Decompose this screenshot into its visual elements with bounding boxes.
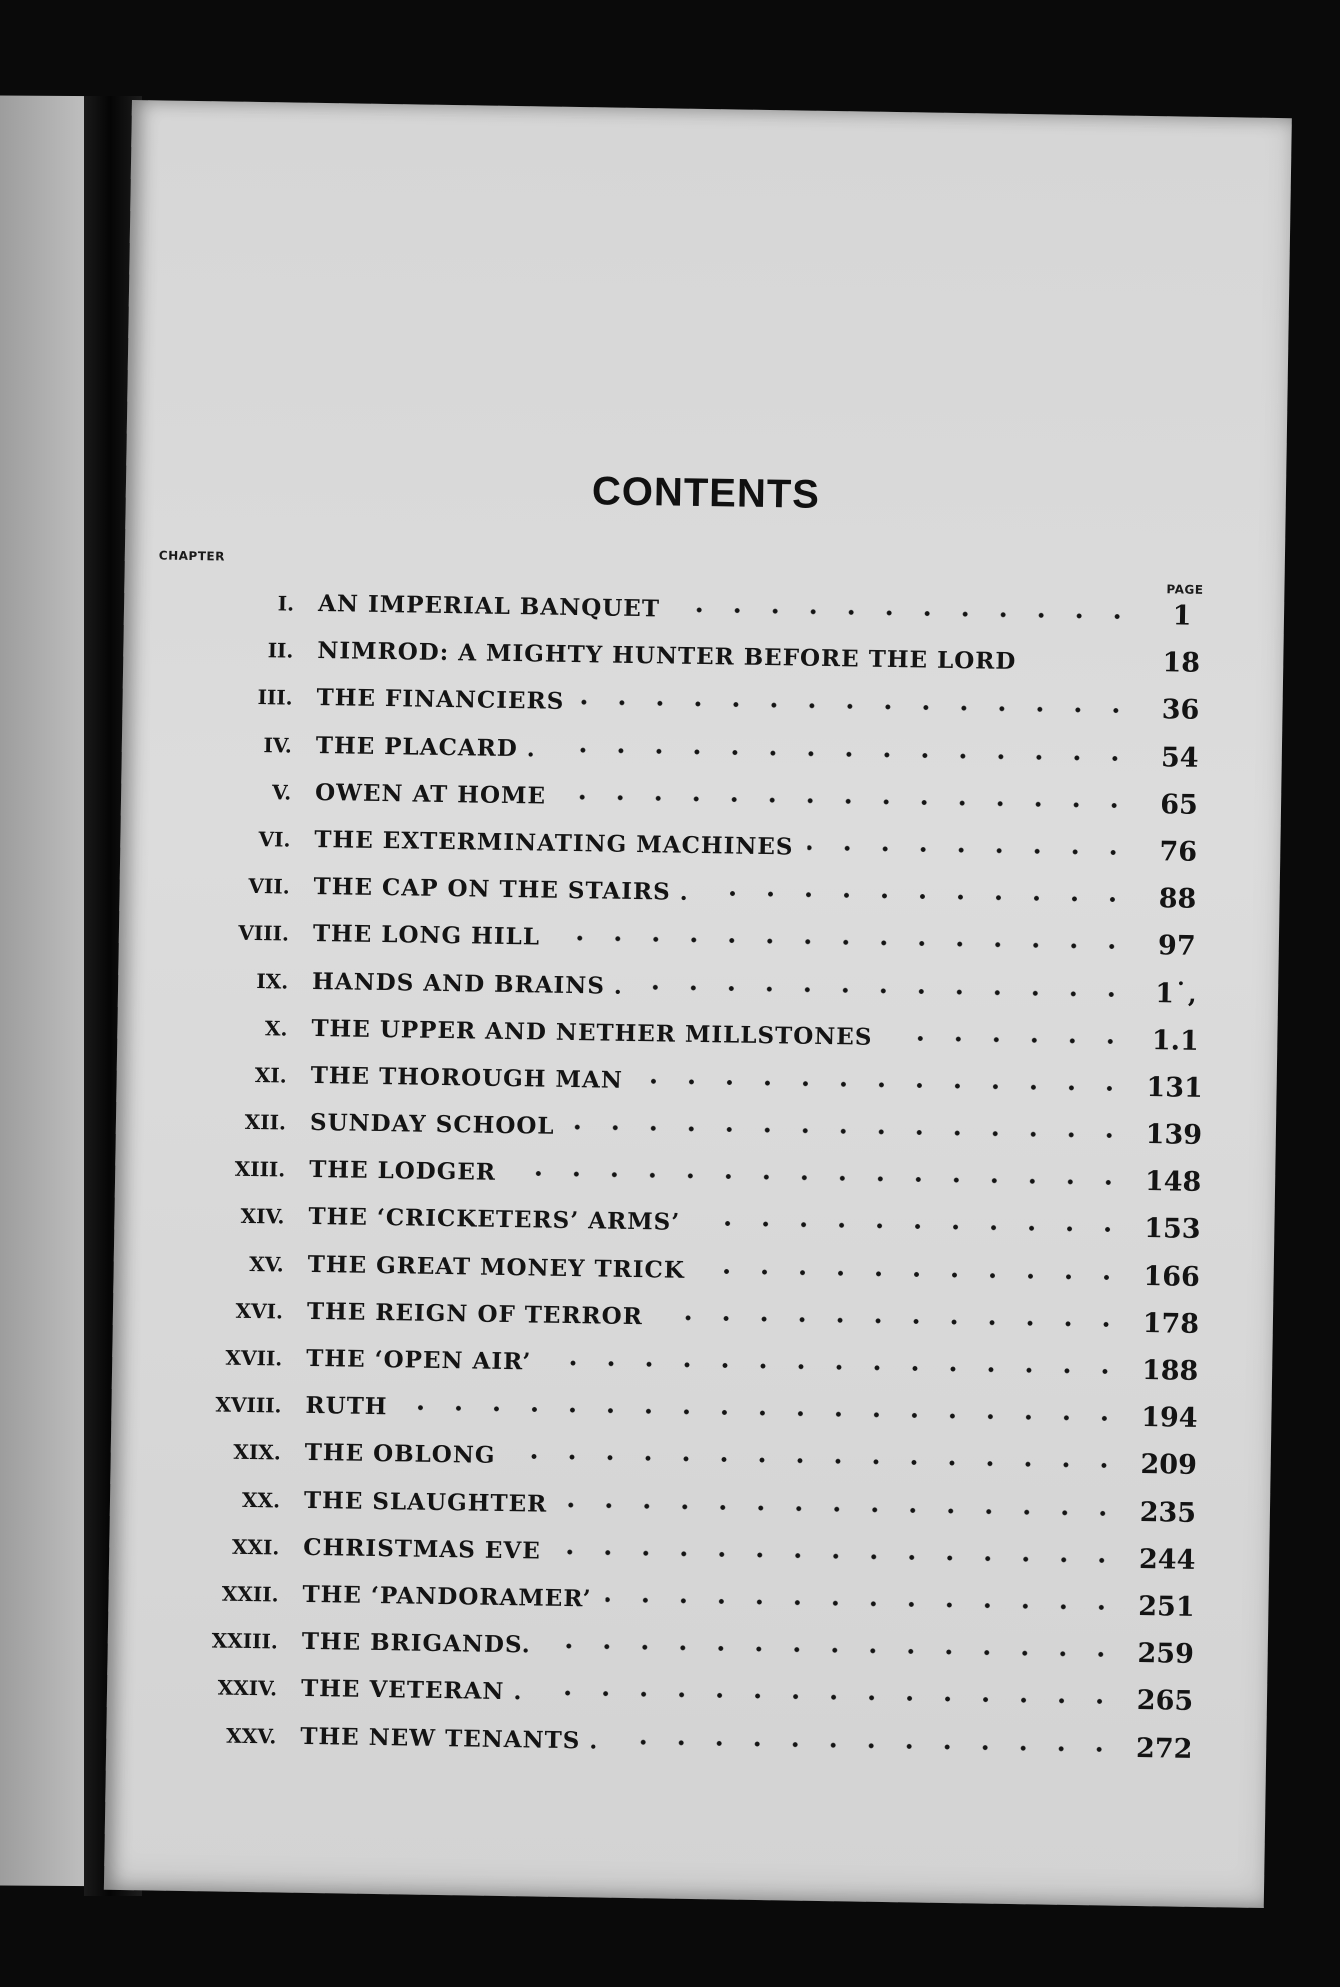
page-number: 235 — [1139, 1496, 1197, 1529]
dot-leader — [699, 1264, 1126, 1285]
dot-leader — [536, 1686, 1119, 1709]
table-of-contents — [136, 584, 1214, 1780]
chapter-number: XXI. — [231, 1534, 280, 1560]
dot-leader — [637, 980, 1130, 1002]
chapter-number: XVI. — [235, 1298, 284, 1324]
chapter-column-label: CHAPTER — [158, 548, 226, 564]
dot-leader — [545, 1356, 1124, 1379]
page-title: CONTENTS — [591, 469, 821, 517]
chapter-title: THE UPPER AND NETHER MILLSTONES — [311, 1014, 873, 1051]
chapter-title: NIMROD: A MIGHTY HUNTER BEFORE THE LORD — [317, 637, 1017, 676]
chapter-number: VII. — [248, 874, 290, 899]
chapter-number: X. — [264, 1015, 288, 1041]
chapter-title: THE GREAT MONEY TRICK — [307, 1250, 686, 1284]
chapter-number: XXV. — [226, 1723, 277, 1748]
dot-leader — [568, 1120, 1127, 1143]
page-number: 65 — [1160, 788, 1199, 821]
dot-leader — [657, 1310, 1125, 1331]
dot-leader — [561, 1497, 1122, 1520]
page-number: 153 — [1143, 1213, 1201, 1246]
page-number: 1.1 — [1151, 1024, 1200, 1057]
dot-leader — [555, 1545, 1122, 1568]
chapter-title: THE NEW TENANTS . — [300, 1722, 599, 1755]
dot-leader — [612, 1734, 1118, 1756]
chapter-number: XXII. — [221, 1581, 279, 1607]
dot-leader — [674, 603, 1136, 624]
chapter-number: IV. — [263, 732, 293, 758]
chapter-title: THE SLAUGHTER — [303, 1486, 548, 1518]
page-number: 36 — [1161, 694, 1200, 727]
chapter-number: VI. — [258, 827, 291, 852]
chapter-number: XVIII. — [215, 1392, 282, 1418]
chapter-title: OWEN AT HOME — [314, 778, 547, 810]
chapter-title: THE REIGN OF TERROR — [306, 1297, 644, 1330]
dot-leader — [886, 1031, 1129, 1049]
chapter-number: XIX. — [233, 1440, 281, 1465]
page-number: 76 — [1159, 836, 1198, 868]
chapter-title: THE ‘OPEN AIR’ — [306, 1344, 532, 1376]
dot-leader — [637, 1074, 1129, 1096]
dot-leader — [401, 1401, 1123, 1426]
page-number: 1˙‚ — [1155, 977, 1198, 1010]
chapter-title: THE CAP ON THE STAIRS . — [313, 873, 689, 906]
chapter-number: VIII. — [238, 921, 290, 946]
dot-leader — [550, 742, 1134, 765]
page-number: 54 — [1160, 741, 1199, 774]
chapter-number: I. — [277, 591, 295, 616]
page-number: 251 — [1138, 1590, 1195, 1623]
chapter-title: AN IMPERIAL BANQUET — [317, 589, 661, 623]
chapter-title: THE EXTERMINATING MACHINES — [314, 825, 794, 861]
chapter-title: THE THOROUGH MAN — [310, 1061, 624, 1094]
chapter-number: V. — [271, 780, 292, 805]
dot-leader — [807, 841, 1132, 860]
page-number: 178 — [1142, 1307, 1200, 1340]
page-number: 18 — [1162, 647, 1201, 680]
dot-leader — [703, 886, 1132, 907]
chapter-number: XI. — [254, 1062, 287, 1088]
dot-leader — [545, 1639, 1120, 1662]
page-number: 259 — [1137, 1638, 1195, 1670]
chapter-title: THE BRIGANDS. — [301, 1627, 531, 1659]
dot-leader — [554, 931, 1131, 954]
page-number: 272 — [1135, 1732, 1193, 1765]
chapter-number: XIV. — [240, 1204, 285, 1229]
page-column-label: PAGE — [1166, 582, 1204, 597]
dot-leader — [578, 695, 1134, 718]
chapter-title: THE LONG HILL — [312, 920, 541, 951]
page-number: 194 — [1140, 1402, 1198, 1435]
page-number: 265 — [1136, 1685, 1194, 1718]
page-number: 209 — [1140, 1449, 1198, 1482]
chapter-number: II. — [267, 638, 294, 663]
chapter-number: XVII. — [225, 1345, 283, 1371]
chapter-number: IX. — [256, 968, 289, 994]
dot-leader — [509, 1449, 1122, 1473]
chapter-number: XXIV. — [217, 1675, 278, 1701]
page-number: 131 — [1146, 1071, 1204, 1104]
dot-leader — [1030, 655, 1135, 671]
dot-leader — [510, 1166, 1127, 1190]
page-number: 1 — [1172, 600, 1192, 632]
chapter-title: HANDS AND BRAINS . — [311, 967, 624, 1000]
chapter-number: III. — [257, 685, 293, 710]
dot-leader — [694, 1216, 1126, 1237]
chapter-title: THE ‘CRICKETERS’ ARMS’ — [308, 1203, 681, 1237]
page-number: 139 — [1145, 1119, 1203, 1151]
chapter-number: XXIII. — [211, 1628, 278, 1654]
page-number: 97 — [1157, 930, 1196, 963]
chapter-number: XX. — [241, 1487, 281, 1513]
chapter-title: SUNDAY SCHOOL — [309, 1108, 555, 1140]
chapter-title: CHRISTMAS EVE — [303, 1533, 541, 1565]
page-number: 244 — [1138, 1543, 1196, 1576]
chapter-title: THE ‘PANDORAMER’ — [302, 1580, 592, 1613]
page-number: 188 — [1141, 1355, 1199, 1387]
chapter-title: RUTH — [305, 1392, 388, 1421]
page-number: 88 — [1158, 883, 1197, 915]
chapter-title: THE LODGER — [309, 1156, 497, 1187]
chapter-number: XIII. — [234, 1156, 286, 1182]
page-number: 148 — [1144, 1166, 1202, 1199]
contents-page — [104, 100, 1292, 1908]
chapter-number: XV. — [249, 1251, 284, 1277]
dot-leader — [606, 1593, 1121, 1615]
dot-leader — [560, 790, 1133, 813]
chapter-title: THE OBLONG — [304, 1439, 496, 1470]
chapter-number: XII. — [244, 1109, 287, 1135]
chapter-title: THE VETERAN . — [300, 1675, 523, 1706]
chapter-title: THE FINANCIERS — [316, 684, 565, 716]
page-number: 166 — [1143, 1260, 1201, 1293]
chapter-title: THE PLACARD . — [315, 731, 536, 762]
